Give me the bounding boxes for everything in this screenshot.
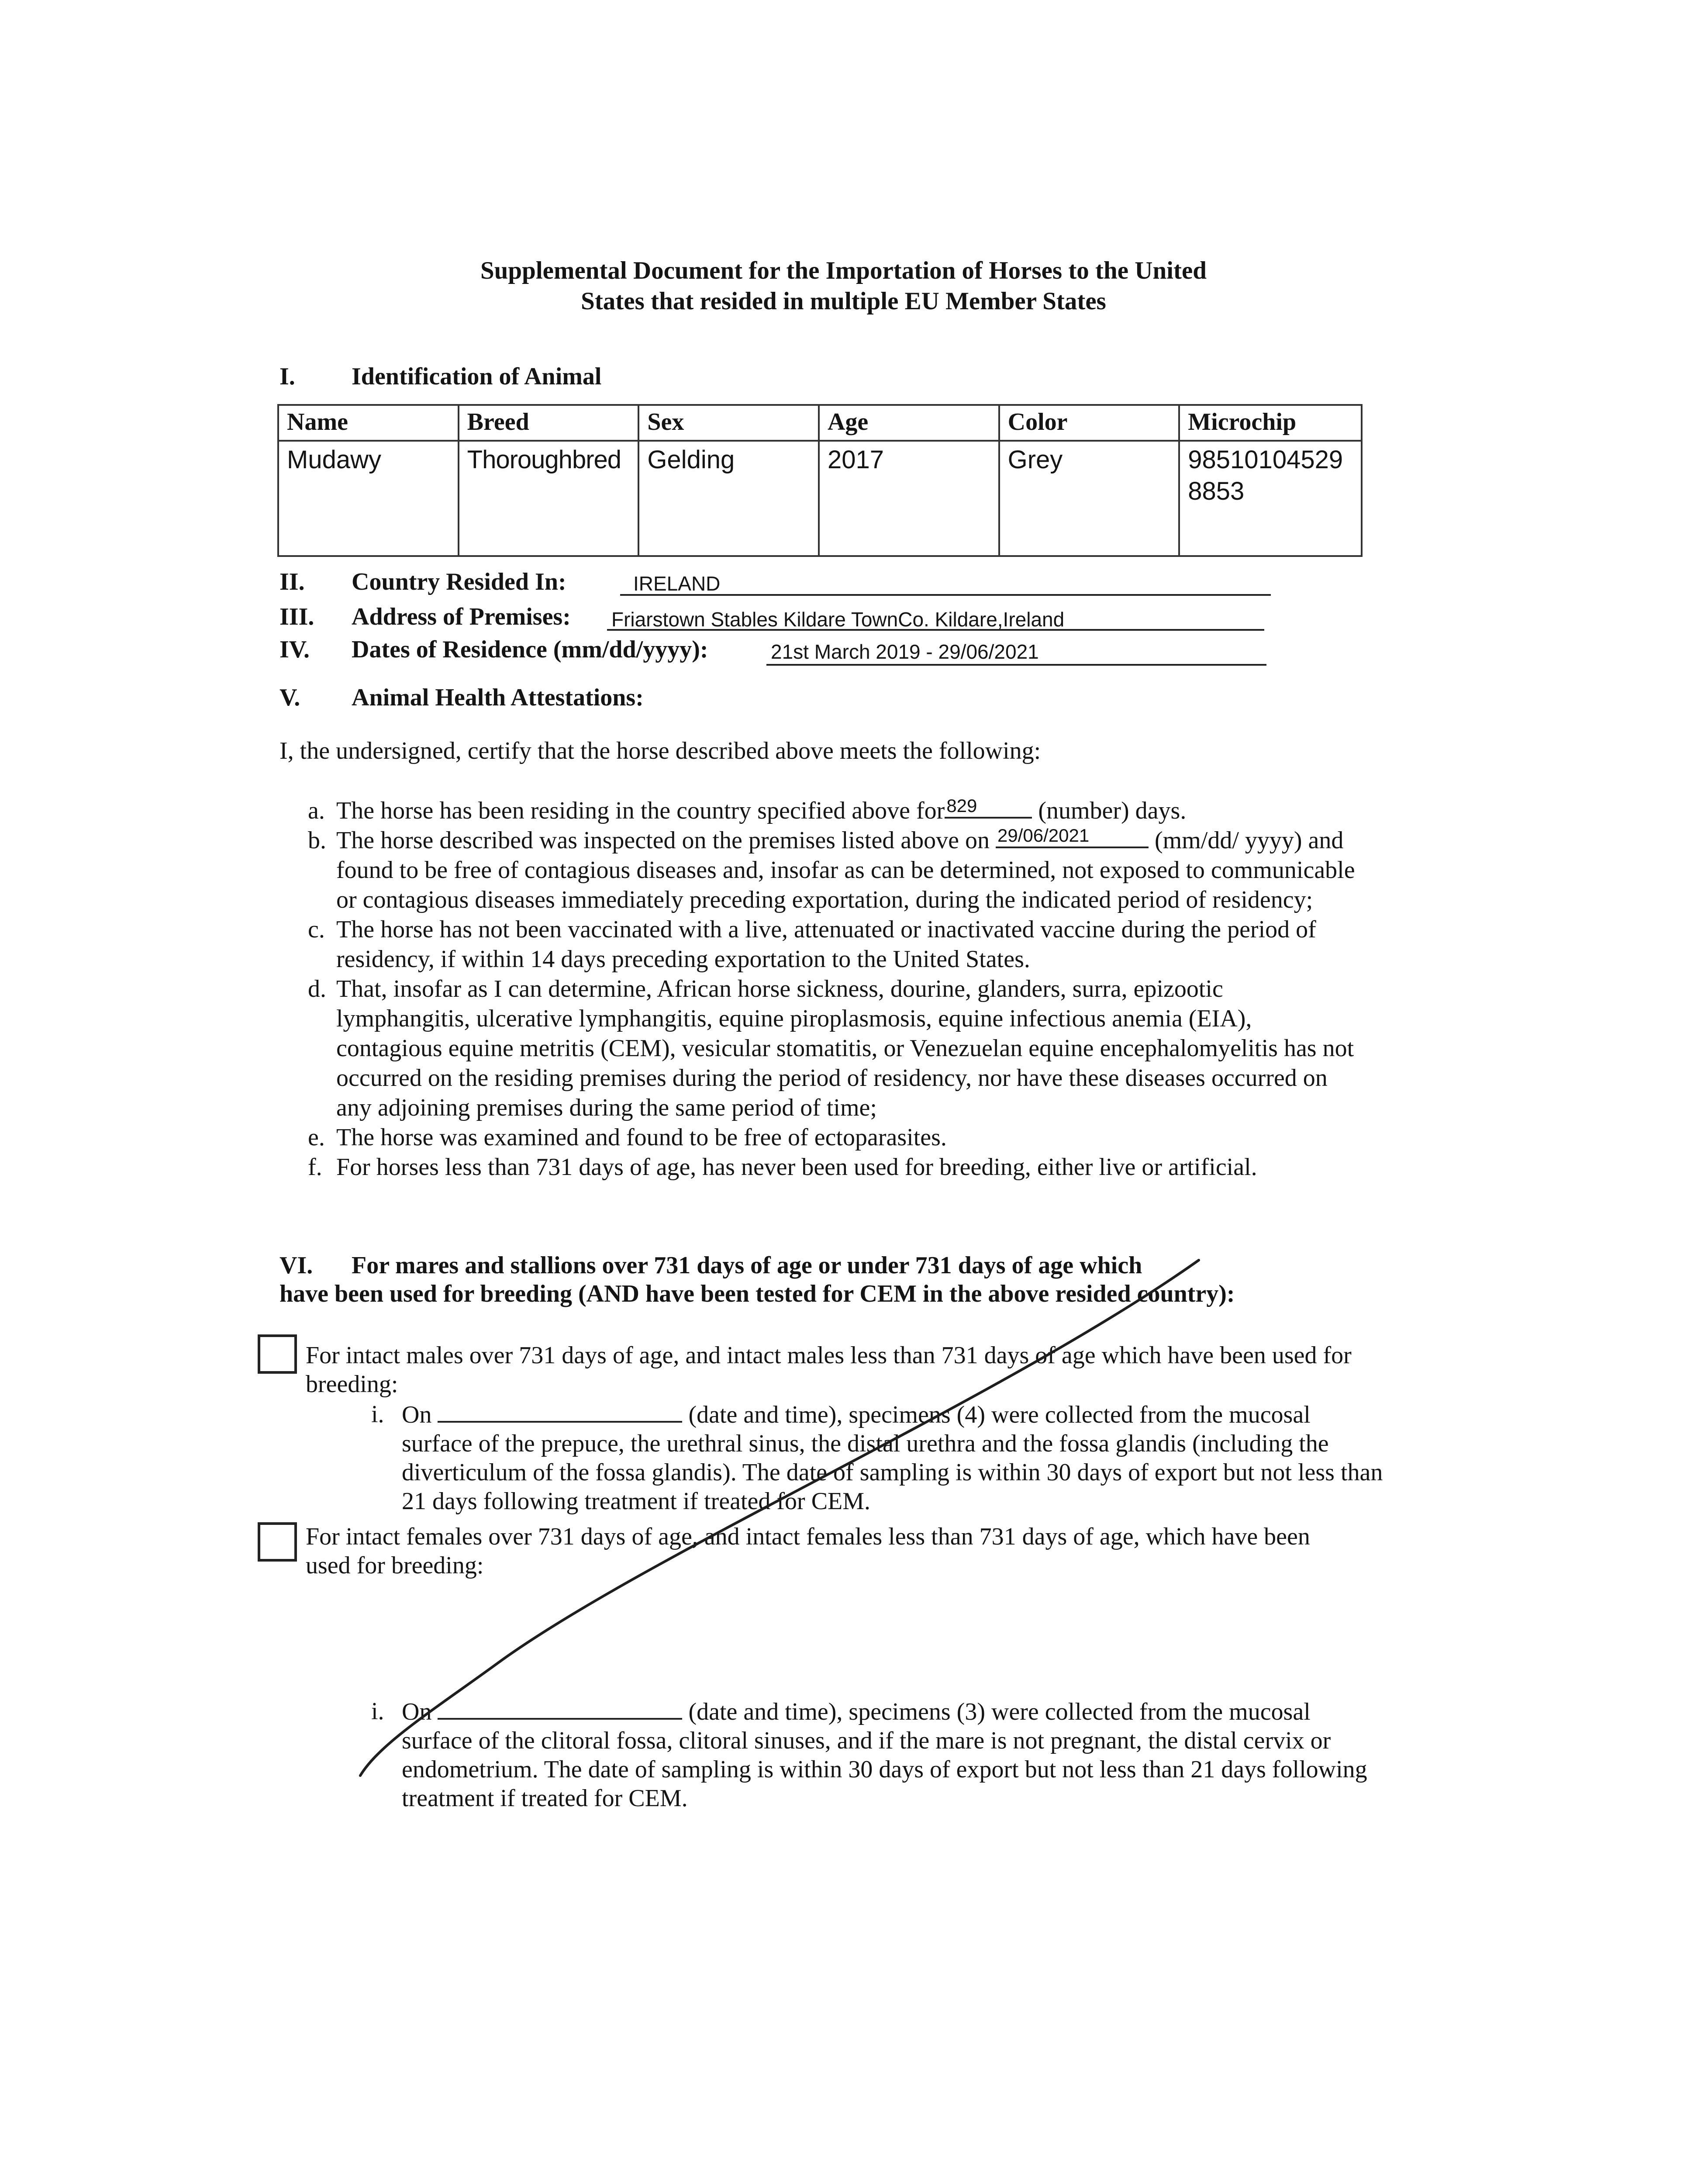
- cell-color: Grey: [999, 441, 1180, 556]
- females-option-text: For intact females over 731 days of age, and intact females less than 731 days of age, which have been used for breeding:: [306, 1523, 1310, 1579]
- cell-sex: Gelding: [638, 441, 819, 556]
- days-value: 829: [946, 795, 977, 816]
- cell-breed: Thoroughbred: [459, 441, 639, 556]
- column-header-microchip: Microchip: [1179, 405, 1362, 441]
- cell-age: 2017: [819, 441, 999, 556]
- dates-value: 21st March 2019 - 29/06/2021: [771, 640, 1039, 663]
- attestation-a: a. The horse has been residing in the country specified above for 829 (number) days.: [308, 795, 1187, 824]
- cell-name: Mudawy: [278, 441, 459, 556]
- inspection-date-value: 29/06/2021: [997, 825, 1090, 846]
- column-header-breed: Breed: [459, 405, 639, 441]
- males-sub-item: i. On (date and time), specimens (4) were collected from the mucosal surface of the prepuce, the urethral sinus, the distal urethra and the fossa glandis (including the diverticulum of the fossa glandis). The date of sampling is within 30 days of export but not less than 21 days following treatment if treated for CEM.: [371, 1401, 1383, 1515]
- attestation-b: b. The horse described was inspected on the premises listed above on 29/06/2021 (mm/dd/ yyyy) and found to be free of contagious diseases and, insofar as can be determined, not exposed to communicable or contagious diseases immediately preceding exportation, during the indicated period of residency;: [308, 825, 1355, 913]
- column-header-age: Age: [819, 405, 999, 441]
- males-option-text: For intact males over 731 days of age, and intact males less than 731 days of age which have been used for breeding:: [306, 1342, 1352, 1398]
- section-1-heading: I. Identification of Animal: [279, 363, 602, 390]
- column-header-name: Name: [278, 405, 459, 441]
- column-header-sex: Sex: [638, 405, 819, 441]
- attestation-d: d. That, insofar as I can determine, African horse sickness, dourine, glanders, surra, epizootic lymphangitis, ulcerative lymphangitis, equine piroplasmosis, equine infectious anemia (EIA), contagious equine metritis (CEM), vesicular stomatitis, or Venezuelan equine encephalomyelitis has not occurred on the residing premises during the period of residency, nor have these diseases occurred on any adjoining premises during the same period of time;: [308, 975, 1354, 1121]
- section-2-label: II. Country Resided In:: [279, 568, 566, 595]
- section-3-label: III. Address of Premises:: [279, 603, 571, 630]
- address-value: Friarstown Stables Kildare TownCo. Kildare,Ireland: [611, 608, 1065, 631]
- microchip-line-2: 8853: [1188, 477, 1245, 505]
- section-4-label: IV. Dates of Residence (mm/dd/yyyy):: [279, 636, 708, 663]
- attestation-intro: I, the undersigned, certify that the horse described above meets the following:: [279, 737, 1041, 764]
- section-5-heading: V. Animal Health Attestations:: [279, 684, 644, 711]
- microchip-line-1: 98510104529: [1188, 446, 1343, 474]
- title-line-2: States that resided in multiple EU Member States: [581, 287, 1106, 315]
- title-line-1: Supplemental Document for the Importation of Horses to the United: [480, 257, 1207, 284]
- attestation-f: f. For horses less than 731 days of age, has never been used for breeding, either live or artificial.: [308, 1154, 1257, 1181]
- column-header-color: Color: [999, 405, 1180, 441]
- attestation-e: e. The horse was examined and found to be free of ectoparasites.: [308, 1124, 947, 1151]
- section-6-heading-line-2: have been used for breeding (AND have been tested for CEM in the above resided country):: [279, 1280, 1235, 1307]
- country-value: IRELAND: [633, 572, 721, 595]
- females-sub-item: i. On (date and time), specimens (3) were collected from the mucosal surface of the clitoral fossa, clitoral sinuses, and if the mare is not pregnant, the distal cervix or endometrium. The date of sampling is within 30 days of export but not less than 21 days following treatment if treated for CEM.: [371, 1698, 1367, 1812]
- attestation-c: c. The horse has not been vaccinated with a live, attenuated or inactivated vaccine during the period of residency, if within 14 days preceding exportation to the United States.: [308, 916, 1316, 973]
- section-6-heading: VI. For mares and stallions over 731 days of age or under 731 days of age which: [279, 1252, 1142, 1279]
